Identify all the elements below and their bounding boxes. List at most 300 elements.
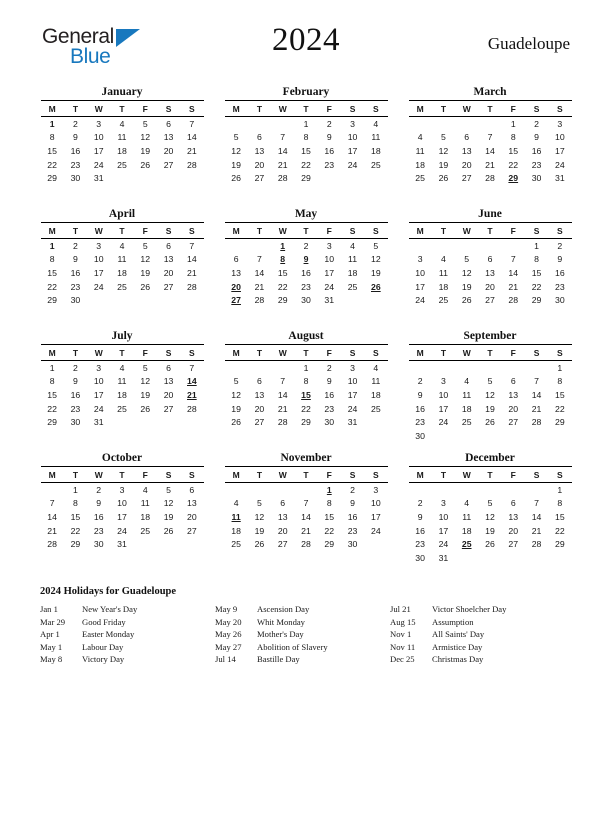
day-cell: 17 bbox=[555, 145, 565, 156]
empty-day-cell bbox=[525, 483, 548, 497]
holiday-date: May 8 bbox=[40, 654, 63, 665]
day-cell: 1 bbox=[303, 362, 309, 373]
day-cell: 18 bbox=[461, 525, 472, 536]
empty-day-cell bbox=[110, 293, 133, 307]
day-cell: 21 bbox=[277, 159, 288, 170]
day-cell: 24 bbox=[93, 159, 104, 170]
day-cell: 27 bbox=[254, 173, 265, 184]
day-cell: 1 bbox=[49, 362, 55, 373]
weekday-header: S bbox=[341, 345, 364, 361]
weekday-header-row bbox=[409, 345, 572, 361]
day-cell: 10 bbox=[415, 267, 425, 278]
day-cell: 18 bbox=[117, 267, 127, 278]
day-cell: 15 bbox=[508, 145, 519, 156]
day-cell: 25 bbox=[371, 159, 381, 170]
week-row bbox=[409, 239, 572, 253]
holiday-list-item bbox=[390, 616, 572, 629]
day-cell: 18 bbox=[438, 281, 449, 292]
day-cell: 15 bbox=[555, 511, 565, 522]
month-name: January bbox=[101, 86, 143, 98]
day-cell: 21 bbox=[187, 145, 197, 156]
empty-day-cell bbox=[502, 429, 525, 443]
month-table bbox=[225, 100, 388, 185]
day-cell: 20 bbox=[508, 525, 519, 536]
week-row bbox=[225, 171, 388, 185]
day-cell: 3 bbox=[417, 254, 423, 265]
day-cell: 11 bbox=[140, 498, 150, 509]
holiday-column bbox=[390, 603, 572, 666]
week-row bbox=[225, 375, 388, 389]
logo-general-text: General bbox=[42, 25, 114, 48]
month-may bbox=[220, 208, 392, 330]
week-row bbox=[225, 510, 388, 524]
empty-day-cell bbox=[455, 483, 478, 497]
day-cell: 25 bbox=[438, 295, 449, 306]
day-cell: 2 bbox=[557, 240, 563, 251]
holiday-date: May 27 bbox=[215, 641, 242, 652]
day-cell: 5 bbox=[166, 484, 171, 495]
day-cell: 13 bbox=[163, 132, 174, 143]
empty-day-cell bbox=[432, 361, 455, 375]
day-cell: 12 bbox=[485, 511, 495, 522]
day-cell: 8 bbox=[49, 132, 55, 143]
holiday-day-cell: 1 bbox=[49, 118, 55, 129]
day-cell: 25 bbox=[347, 281, 358, 292]
day-cell: 8 bbox=[303, 132, 309, 143]
empty-day-cell bbox=[271, 117, 294, 131]
day-cell: 9 bbox=[73, 132, 78, 143]
week-row bbox=[41, 280, 204, 294]
day-cell: 5 bbox=[142, 118, 148, 129]
day-cell: 15 bbox=[531, 267, 542, 278]
day-cell: 22 bbox=[508, 159, 519, 170]
day-cell: 29 bbox=[555, 539, 565, 550]
weekday-header: T bbox=[248, 467, 271, 483]
day-cell: 23 bbox=[70, 281, 81, 292]
week-row bbox=[225, 483, 388, 497]
weekday-header: W bbox=[271, 467, 294, 483]
empty-day-cell bbox=[225, 483, 248, 497]
holiday-name: Labour Day bbox=[82, 641, 124, 652]
day-cell: 11 bbox=[371, 132, 381, 143]
week-row bbox=[225, 280, 388, 294]
day-cell: 18 bbox=[371, 389, 381, 400]
empty-day-cell bbox=[432, 429, 455, 443]
holidays-title: 2024 Holidays for Guadeloupe bbox=[40, 586, 177, 597]
weekday-header: W bbox=[87, 345, 110, 361]
day-cell: 5 bbox=[142, 240, 148, 251]
weekday-header: S bbox=[525, 467, 548, 483]
day-cell: 28 bbox=[187, 403, 197, 414]
day-cell: 11 bbox=[438, 267, 448, 278]
day-cell: 17 bbox=[438, 525, 449, 536]
weekday-header-row bbox=[41, 223, 204, 239]
day-cell: 16 bbox=[555, 267, 565, 278]
month-name: February bbox=[282, 86, 330, 98]
day-cell: 12 bbox=[140, 254, 151, 265]
page-header bbox=[40, 22, 572, 80]
holiday-day-cell: 8 bbox=[280, 254, 286, 265]
empty-day-cell bbox=[478, 551, 501, 565]
day-cell: 19 bbox=[140, 267, 151, 278]
day-cell: 29 bbox=[531, 295, 542, 306]
weekday-header: T bbox=[294, 101, 317, 117]
empty-day-cell bbox=[478, 361, 501, 375]
day-cell: 8 bbox=[534, 254, 539, 265]
week-row bbox=[225, 253, 388, 267]
weekday-header: S bbox=[364, 345, 387, 361]
week-row bbox=[41, 158, 204, 172]
day-cell: 27 bbox=[187, 525, 197, 536]
week-row bbox=[409, 117, 572, 131]
week-row bbox=[41, 361, 204, 375]
week-row bbox=[409, 280, 572, 294]
empty-day-cell bbox=[157, 171, 180, 185]
day-cell: 22 bbox=[47, 403, 57, 414]
day-cell: 14 bbox=[277, 145, 288, 156]
day-cell: 12 bbox=[438, 145, 449, 156]
weekday-header: T bbox=[110, 345, 133, 361]
empty-day-cell bbox=[364, 293, 387, 307]
weekday-header: S bbox=[548, 101, 571, 117]
day-cell: 13 bbox=[231, 267, 241, 278]
weekday-header: M bbox=[225, 101, 248, 117]
holiday-date: Apr 1 bbox=[40, 629, 60, 640]
day-cell: 28 bbox=[485, 173, 495, 184]
holiday-day-cell: 15 bbox=[301, 389, 311, 400]
day-cell: 15 bbox=[301, 145, 311, 156]
month-table bbox=[41, 466, 204, 551]
weekday-header: W bbox=[455, 101, 478, 117]
empty-day-cell bbox=[271, 483, 294, 497]
day-cell: 30 bbox=[415, 552, 425, 563]
month-october bbox=[36, 452, 208, 574]
day-cell: 26 bbox=[140, 281, 151, 292]
day-cell: 3 bbox=[441, 498, 446, 509]
week-row bbox=[41, 293, 204, 307]
holiday-name: Ascension Day bbox=[257, 604, 310, 614]
day-cell: 6 bbox=[233, 254, 239, 265]
holiday-date: May 26 bbox=[215, 629, 242, 640]
weekday-header-row bbox=[409, 223, 572, 239]
day-cell: 25 bbox=[117, 403, 127, 414]
week-row bbox=[409, 402, 572, 416]
day-cell: 6 bbox=[257, 132, 262, 143]
day-cell: 28 bbox=[277, 417, 288, 428]
weekday-header: W bbox=[271, 345, 294, 361]
day-cell: 30 bbox=[324, 417, 335, 428]
day-cell: 30 bbox=[70, 295, 81, 306]
holiday-name: Whit Monday bbox=[257, 616, 305, 627]
holidays-section bbox=[40, 586, 572, 666]
weekday-header: T bbox=[432, 345, 455, 361]
day-cell: 16 bbox=[324, 389, 335, 400]
week-row bbox=[225, 415, 388, 429]
month-name: September bbox=[463, 330, 517, 342]
holiday-day-cell: 26 bbox=[371, 281, 381, 292]
day-cell: 9 bbox=[557, 254, 563, 265]
day-cell: 6 bbox=[257, 376, 262, 387]
day-cell: 21 bbox=[301, 525, 311, 536]
month-name: November bbox=[280, 452, 332, 464]
day-cell: 17 bbox=[93, 267, 104, 278]
day-cell: 16 bbox=[347, 511, 358, 522]
weekday-header: T bbox=[110, 223, 133, 239]
day-cell: 12 bbox=[140, 132, 151, 143]
holiday-day-cell: 1 bbox=[49, 240, 55, 251]
day-cell: 16 bbox=[93, 511, 104, 522]
holiday-list-item bbox=[390, 628, 572, 641]
weekday-header-row bbox=[225, 345, 388, 361]
empty-day-cell bbox=[134, 293, 157, 307]
empty-day-cell bbox=[364, 537, 387, 551]
weekday-header: S bbox=[364, 223, 387, 239]
day-cell: 17 bbox=[347, 145, 358, 156]
day-cell: 12 bbox=[163, 498, 174, 509]
week-row bbox=[409, 144, 572, 158]
holiday-day-cell: 25 bbox=[461, 539, 472, 550]
weekday-header: F bbox=[318, 223, 341, 239]
day-cell: 9 bbox=[326, 376, 332, 387]
empty-day-cell bbox=[409, 483, 432, 497]
day-cell: 12 bbox=[254, 511, 265, 522]
week-row bbox=[409, 537, 572, 551]
holiday-date: May 1 bbox=[40, 641, 63, 652]
day-cell: 10 bbox=[371, 498, 381, 509]
day-cell: 20 bbox=[254, 403, 265, 414]
day-cell: 4 bbox=[119, 362, 125, 373]
day-cell: 27 bbox=[508, 417, 519, 428]
week-row bbox=[41, 375, 204, 389]
weekday-header: T bbox=[294, 345, 317, 361]
holiday-name: Bastille Day bbox=[257, 654, 300, 665]
day-cell: 28 bbox=[187, 159, 197, 170]
day-cell: 16 bbox=[70, 145, 81, 156]
month-table bbox=[225, 222, 388, 307]
empty-day-cell bbox=[502, 551, 525, 565]
week-row bbox=[409, 253, 572, 267]
holiday-list-item bbox=[215, 641, 390, 654]
holiday-name: Easter Monday bbox=[82, 629, 135, 640]
day-cell: 29 bbox=[47, 295, 57, 306]
day-cell: 14 bbox=[301, 511, 311, 522]
day-cell: 27 bbox=[163, 403, 174, 414]
day-cell: 3 bbox=[96, 240, 102, 251]
weekday-header-row bbox=[225, 467, 388, 483]
day-cell: 19 bbox=[140, 389, 151, 400]
weekday-header: M bbox=[225, 223, 248, 239]
day-cell: 6 bbox=[166, 362, 171, 373]
day-cell: 24 bbox=[347, 159, 358, 170]
month-table bbox=[409, 344, 572, 443]
day-cell: 29 bbox=[70, 539, 81, 550]
day-cell: 7 bbox=[534, 376, 539, 387]
month-table bbox=[409, 222, 572, 307]
day-cell: 23 bbox=[301, 281, 311, 292]
day-cell: 13 bbox=[163, 254, 174, 265]
day-cell: 23 bbox=[415, 417, 425, 428]
day-cell: 17 bbox=[371, 511, 381, 522]
day-cell: 3 bbox=[441, 376, 446, 387]
week-row bbox=[225, 131, 388, 145]
weekday-header-row bbox=[409, 467, 572, 483]
month-november bbox=[220, 452, 392, 574]
day-cell: 7 bbox=[189, 118, 195, 129]
month-september bbox=[404, 330, 576, 452]
day-cell: 12 bbox=[485, 389, 495, 400]
day-cell: 24 bbox=[438, 417, 449, 428]
week-row bbox=[225, 293, 388, 307]
weekday-header: M bbox=[409, 345, 432, 361]
holiday-name: Good Friday bbox=[82, 616, 126, 627]
day-cell: 16 bbox=[324, 145, 335, 156]
holiday-day-cell: 1 bbox=[280, 240, 286, 251]
day-cell: 15 bbox=[277, 267, 288, 278]
day-cell: 2 bbox=[417, 498, 423, 509]
weekday-header: M bbox=[41, 101, 64, 117]
day-cell: 29 bbox=[47, 417, 57, 428]
day-cell: 25 bbox=[140, 525, 151, 536]
holiday-list-item bbox=[215, 603, 390, 616]
day-cell: 31 bbox=[117, 539, 127, 550]
weekday-header: S bbox=[548, 467, 571, 483]
weekday-header: F bbox=[134, 345, 157, 361]
weekday-header: T bbox=[64, 345, 87, 361]
weekday-header: T bbox=[64, 467, 87, 483]
day-cell: 21 bbox=[254, 281, 265, 292]
day-cell: 6 bbox=[510, 498, 516, 509]
day-cell: 25 bbox=[461, 417, 472, 428]
day-cell: 14 bbox=[47, 511, 57, 522]
day-cell: 22 bbox=[277, 281, 288, 292]
day-cell: 27 bbox=[163, 159, 174, 170]
weekday-header: W bbox=[455, 467, 478, 483]
month-name: October bbox=[101, 452, 143, 464]
weekday-header: T bbox=[64, 223, 87, 239]
day-cell: 6 bbox=[464, 132, 470, 143]
day-cell: 20 bbox=[508, 403, 519, 414]
day-cell: 26 bbox=[140, 159, 151, 170]
weekday-header: W bbox=[87, 223, 110, 239]
day-cell: 24 bbox=[415, 295, 425, 306]
day-cell: 7 bbox=[487, 132, 493, 143]
holiday-list-item bbox=[390, 653, 572, 666]
weekday-header: T bbox=[110, 101, 133, 117]
day-cell: 31 bbox=[347, 417, 358, 428]
empty-day-cell bbox=[478, 239, 501, 253]
day-cell: 30 bbox=[531, 173, 542, 184]
day-cell: 12 bbox=[461, 267, 472, 278]
day-cell: 2 bbox=[73, 362, 78, 373]
weekday-header: S bbox=[364, 467, 387, 483]
day-cell: 24 bbox=[371, 525, 381, 536]
empty-day-cell bbox=[110, 415, 133, 429]
weekday-header: S bbox=[157, 467, 180, 483]
day-cell: 23 bbox=[324, 159, 335, 170]
weekday-header: S bbox=[341, 101, 364, 117]
empty-day-cell bbox=[248, 483, 271, 497]
empty-day-cell bbox=[134, 171, 157, 185]
empty-day-cell bbox=[318, 171, 341, 185]
day-cell: 17 bbox=[415, 281, 425, 292]
weekday-header: S bbox=[525, 101, 548, 117]
weekday-header: S bbox=[180, 345, 203, 361]
day-cell: 5 bbox=[233, 132, 239, 143]
day-cell: 3 bbox=[350, 118, 355, 129]
week-row bbox=[41, 388, 204, 402]
day-cell: 29 bbox=[555, 417, 565, 428]
day-cell: 5 bbox=[487, 376, 493, 387]
week-row bbox=[409, 429, 572, 443]
day-cell: 11 bbox=[117, 376, 127, 387]
day-cell: 20 bbox=[163, 145, 174, 156]
day-cell: 10 bbox=[93, 376, 104, 387]
day-cell: 11 bbox=[415, 145, 425, 156]
day-cell: 10 bbox=[347, 376, 358, 387]
day-cell: 18 bbox=[117, 145, 127, 156]
day-cell: 19 bbox=[231, 403, 241, 414]
weekday-header-row bbox=[41, 101, 204, 117]
holiday-name: Abolition of Slavery bbox=[257, 641, 328, 652]
holiday-day-cell: 1 bbox=[326, 484, 332, 495]
empty-day-cell bbox=[502, 483, 525, 497]
day-cell: 22 bbox=[555, 403, 565, 414]
month-table bbox=[41, 222, 204, 307]
weekday-header: T bbox=[432, 223, 455, 239]
day-cell: 22 bbox=[47, 281, 57, 292]
empty-day-cell bbox=[341, 293, 364, 307]
day-cell: 19 bbox=[438, 159, 449, 170]
empty-day-cell bbox=[502, 239, 525, 253]
holiday-date: Aug 15 bbox=[390, 616, 416, 627]
week-row bbox=[409, 483, 572, 497]
day-cell: 12 bbox=[231, 145, 241, 156]
weekday-header: T bbox=[478, 223, 501, 239]
weekday-header: W bbox=[87, 101, 110, 117]
day-cell: 7 bbox=[189, 240, 195, 251]
empty-day-cell bbox=[225, 239, 248, 253]
day-cell: 7 bbox=[49, 498, 55, 509]
day-cell: 20 bbox=[485, 281, 495, 292]
month-table bbox=[41, 344, 204, 429]
day-cell: 29 bbox=[47, 173, 57, 184]
week-row bbox=[41, 144, 204, 158]
day-cell: 8 bbox=[510, 132, 516, 143]
holiday-name: Christmas Day bbox=[432, 654, 484, 665]
empty-day-cell bbox=[110, 171, 133, 185]
week-row bbox=[225, 266, 388, 280]
day-cell: 26 bbox=[163, 525, 174, 536]
week-row bbox=[225, 497, 388, 511]
weekday-header: S bbox=[548, 223, 571, 239]
day-cell: 7 bbox=[280, 132, 286, 143]
week-row bbox=[225, 158, 388, 172]
holiday-list-item bbox=[390, 641, 572, 654]
day-cell: 5 bbox=[373, 240, 379, 251]
day-cell: 8 bbox=[49, 254, 55, 265]
empty-day-cell bbox=[41, 483, 64, 497]
day-cell: 26 bbox=[231, 417, 241, 428]
day-cell: 23 bbox=[531, 159, 542, 170]
day-cell: 12 bbox=[371, 254, 381, 265]
empty-day-cell bbox=[294, 483, 317, 497]
day-cell: 5 bbox=[142, 362, 148, 373]
day-cell: 1 bbox=[557, 362, 563, 373]
holiday-column bbox=[40, 603, 215, 666]
day-cell: 5 bbox=[441, 132, 446, 143]
day-cell: 3 bbox=[96, 362, 102, 373]
day-cell: 13 bbox=[254, 389, 265, 400]
